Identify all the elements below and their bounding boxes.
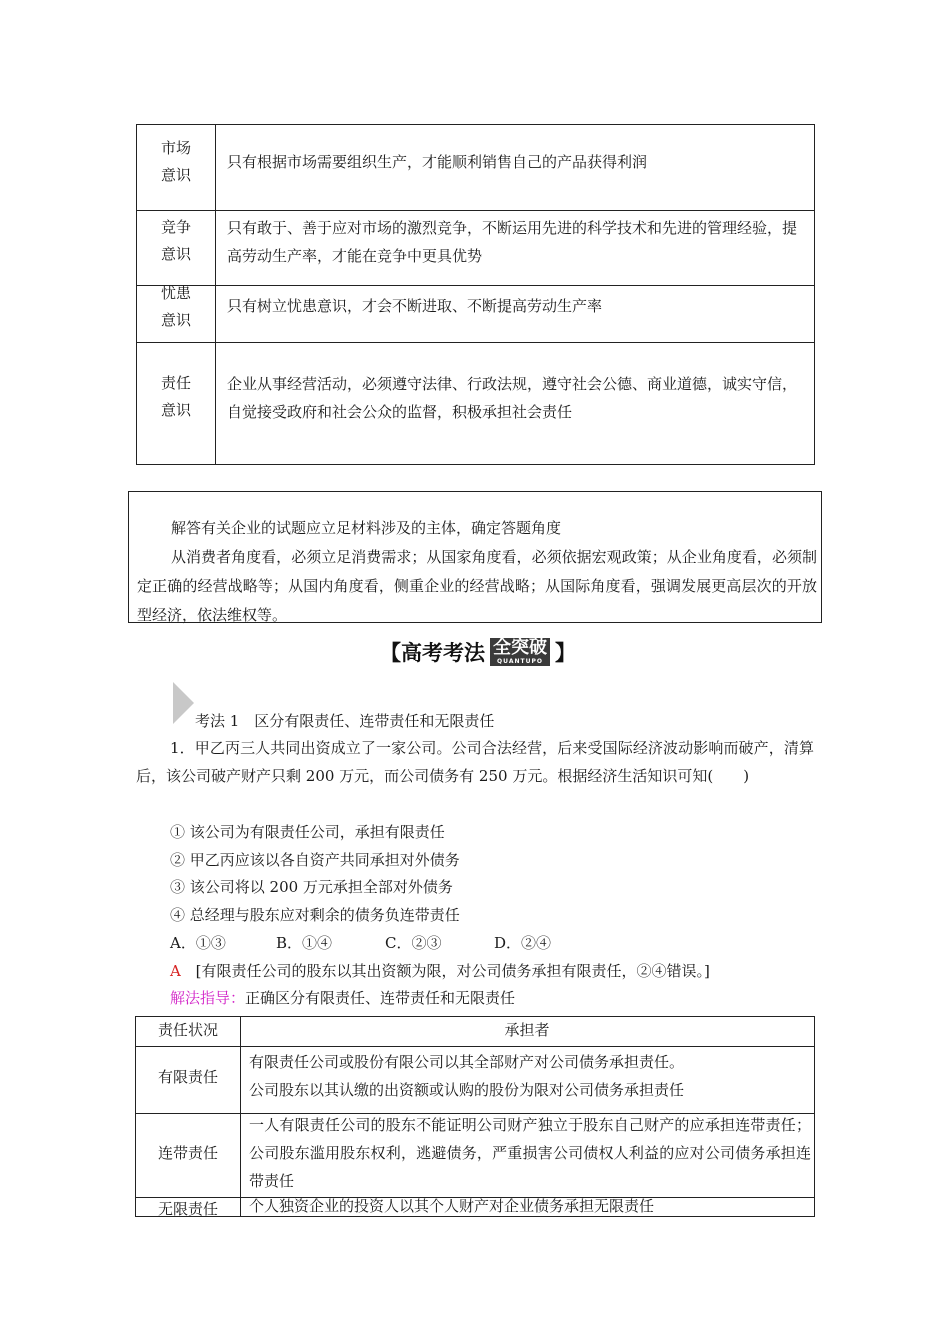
answer-line: [170, 957, 710, 985]
tip-line: 解答有关企业的试题应立足材料涉及的主体，确定答题角度: [171, 519, 562, 537]
row-label: 忧患 意识: [160, 284, 191, 329]
choice-b: B．①④: [276, 934, 333, 952]
answer-explanation: [有限责任公司的股东以其出资额为限，对公司债务承担有限责任，②④错误。]: [195, 962, 710, 980]
arrow-marker-icon: [173, 682, 194, 724]
banner-title: 高考考法: [401, 641, 485, 665]
row-label: 责任 意识: [160, 374, 191, 419]
bracket-right: 】: [555, 641, 576, 665]
row-label: 竞争 意识: [160, 218, 191, 263]
row-content: 只有根据市场需要组织生产，才能顺利销售自己的产品获得利润: [227, 153, 648, 171]
row-content: 企业从事经营活动，必须遵守法律、行政法规，遵守社会公德、商业道德，诚实守信，自觉接受政府和社会公众的监督，积极承担社会责任: [227, 375, 798, 421]
row-label: 市场 意识: [160, 139, 191, 184]
guide-label: 解法指导：: [170, 989, 246, 1007]
header-bearer: 承担者: [504, 1021, 550, 1039]
row-content: 有限责任公司或股份有限公司以其全部财产对公司债务承担责任。 公司股东以其认缴的出资额或认购的股份为限对公司债务承担责任: [249, 1053, 685, 1099]
row-content: 个人独资企业的投资人以其个人财产对企业债务承担无限责任: [249, 1197, 655, 1215]
table-divider: [136, 1046, 814, 1047]
header-status: 责任状况: [157, 1021, 218, 1039]
table-divider: [137, 342, 814, 343]
guide-text: 正确区分有限责任、连带责任和无限责任: [245, 989, 516, 1007]
choice-a: A．①③: [170, 934, 226, 952]
liability-table: [135, 1016, 815, 1217]
table-divider: [137, 285, 814, 286]
badge-main: 全突破: [490, 638, 550, 658]
option-item: ③ 该公司将以 200 万元承担全部对外债务: [170, 878, 453, 896]
guide-line: [170, 984, 515, 1012]
answer-letter: A: [170, 962, 181, 980]
choice-d: D．②④: [494, 934, 552, 952]
option-item: ② 甲乙丙应该以各自资产共同承担对外债务: [170, 851, 460, 869]
badge-sub: QUANTUPO: [490, 658, 550, 666]
tip-paragraph: 从消费者角度看，必须立足消费需求；从国家角度看，必须依据宏观政策；从企业角度看，必须制定正确的经营战略等；从国内角度看，侧重企业的经营战略；从国际角度看，强调发展更高层次的开放型经济，依法维权等。: [137, 548, 817, 624]
option-item: ④ 总经理与股东应对剩余的债务负连带责任: [170, 906, 460, 924]
row-label: 无限责任: [157, 1200, 218, 1218]
row-label: 有限责任: [157, 1068, 218, 1086]
table-divider: [215, 125, 216, 464]
bracket-left: 【: [380, 641, 401, 665]
option-item: ① 该公司为有限责任公司，承担有限责任: [170, 823, 445, 841]
tip-box: [128, 491, 822, 623]
method-heading: 考法 1 区分有限责任、连带责任和无限责任: [195, 712, 495, 730]
table-divider: [137, 210, 814, 211]
banner-badge: [487, 638, 553, 666]
section-banner: [380, 637, 576, 667]
choice-c: C．②③: [385, 934, 442, 952]
row-content: 只有敢于、善于应对市场的激烈竞争，不断运用先进的科学技术和先进的管理经验，提高劳动生产率，才能在竞争中更具优势: [227, 219, 798, 265]
row-label: 连带责任: [157, 1144, 218, 1162]
consciousness-table: [136, 124, 815, 465]
question-text: 1．甲乙丙三人共同出资成立了一家公司。公司合法经营，后来受国际经济波动影响而破产，清算后，该公司破产财产只剩 200 万元，而公司债务有 250 万元。根据经济生活知识可知( ): [136, 739, 814, 785]
row-content: 只有树立忧患意识，才会不断进取、不断提高劳动生产率: [227, 297, 603, 315]
row-content: 一人有限责任公司的股东不能证明公司财产独立于股东自己财产的应承担连带责任；公司股东滥用股东权利，逃避债务，严重损害公司债权人利益的应对公司债务承担连带责任: [249, 1116, 811, 1190]
